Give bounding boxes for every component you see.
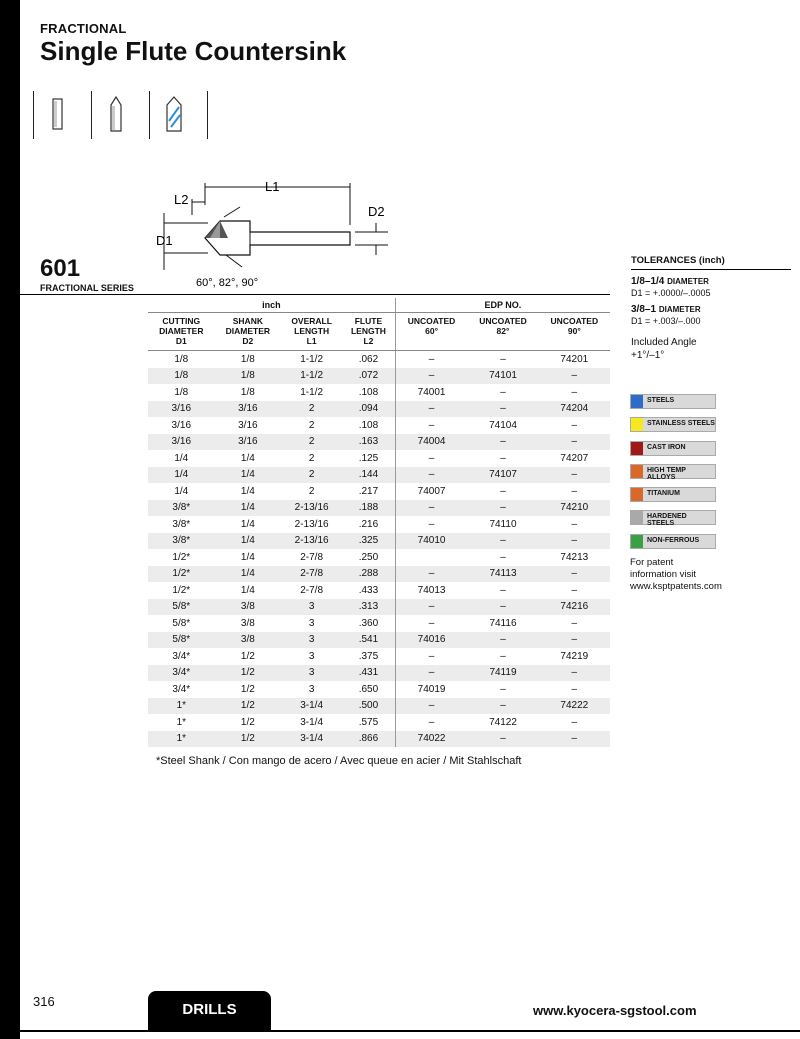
material-swatch [631,488,643,501]
table-cell: – [395,599,467,616]
table-cell: 2-13/16 [294,518,329,530]
table-cell: 2 [308,452,315,464]
table-cell: – [571,716,578,728]
table-cell: – [539,731,610,748]
table-row [148,368,610,385]
pointed-tool-icon [91,91,131,139]
table-cell: .217 [358,485,379,497]
table-row [148,665,610,682]
table-cell: 3 [308,650,315,662]
column-header: CUTTING DIAMETER D1 [148,313,215,351]
table-cell: 74107 [467,467,538,484]
category-kicker: FRACTIONAL [40,21,127,36]
table-cell: 3 [308,617,315,629]
table-cell: 3/16 [215,401,282,418]
table-cell: 3/4* [172,650,191,662]
table-cell: – [500,485,506,497]
table-cell: .313 [342,599,395,616]
table-cell: 1/2* [172,584,191,596]
series-divider [20,294,610,295]
table-cell: – [571,386,578,398]
table-cell: – [571,617,578,629]
table-cell: 1/4 [240,584,255,596]
table-cell: .072 [342,368,395,385]
table-cell: 1/2 [240,716,255,728]
table-cell: 74013 [395,582,467,599]
table-cell: .650 [358,683,379,695]
table-cell: .575 [358,716,379,728]
table-row [148,500,610,517]
table-row [148,516,610,533]
table-cell: 2 [281,434,342,451]
column-header: FLUTE LENGTH L2 [342,313,395,351]
table-cell: 74022 [395,731,467,748]
material-label: HARDENED STEELS [647,513,687,528]
table-cell: – [395,665,467,682]
table-row [148,549,610,566]
table-cell: 1/8 [240,353,255,365]
table-row [148,351,610,368]
table-cell: – [467,698,538,715]
single-flute-icon [149,91,189,139]
table-cell: – [539,434,610,451]
table-cell: 3/16 [215,434,282,451]
table-cell: 74207 [560,452,589,464]
table-cell: – [571,419,578,431]
table-cell: .433 [358,584,379,596]
table-cell: 1/4 [174,452,189,464]
table-row [148,681,610,698]
diagram-label-d1: D1 [156,233,173,248]
table-cell: – [467,401,538,418]
table-cell: 3/8* [148,533,215,550]
table-cell: 74001 [395,384,467,401]
straight-shank-icon [33,91,73,139]
table-cell: 3/4* [172,683,191,695]
table-cell: – [395,368,467,385]
table-cell: 1* [148,698,215,715]
table-cell: 74201 [560,353,589,365]
table-cell: 3/8 [240,617,255,629]
table-cell: – [539,467,610,484]
table-cell: 2 [308,485,315,497]
table-cell: 3-1/4 [300,716,324,728]
table-cell: 2-7/8 [300,551,324,563]
table-cell: 74007 [395,483,467,500]
column-header: OVERALL LENGTH L1 [281,313,342,351]
material-swatch [631,395,643,408]
material-label: NON-FERROUS [647,536,700,544]
table-cell: 5/8* [172,617,191,629]
diagram-label-d2: D2 [368,204,385,219]
table-cell: 1/2 [240,650,255,662]
table-cell: .500 [342,698,395,715]
table-cell: .325 [342,533,395,550]
table-cell: 1/2* [172,551,191,563]
table-cell: .125 [358,452,379,464]
tolerance-value-1: D1 = +.0000/–.0005 [631,288,711,298]
column-header: UNCOATED 82° [467,313,538,351]
table-cell: 3 [308,683,315,695]
table-row [148,566,610,583]
steel-shank-footnote: *Steel Shank / Con mango de acero / Avec queue en acier / Mit Stahlschaft [156,755,522,767]
tolerances-title: TOLERANCES (inch) [631,255,791,270]
table-cell: – [500,452,506,464]
table-cell: 3/8* [172,518,191,530]
page-title: Single Flute Countersink [40,36,347,66]
table-cell: 1/2 [215,698,282,715]
table-cell: 1/2 [215,665,282,682]
table-cell: 2 [308,419,315,431]
table-cell: 1/4 [148,467,215,484]
table-cell: 74213 [560,551,589,563]
table-cell: – [395,417,467,434]
table-cell: – [395,516,467,533]
table-cell: 1/4 [240,551,255,563]
table-cell: .062 [358,353,379,365]
table-cell: 3/8* [148,500,215,517]
group-header-edp: EDP NO. [395,298,610,313]
material-item [630,534,716,549]
table-row [148,648,610,665]
material-swatch [631,418,643,431]
group-header-inch: inch [148,298,395,313]
table-row [148,582,610,599]
table-cell: – [395,615,467,632]
table-cell: .250 [358,551,379,563]
table-cell: .360 [358,617,379,629]
material-item [630,394,716,409]
table-cell: 1/8 [148,368,215,385]
table-cell: 74222 [539,698,610,715]
table-cell: 3/16 [148,434,215,451]
table-cell: 3-1/4 [281,731,342,748]
table-cell: – [395,500,467,517]
table-row [148,401,610,418]
table-cell: 74016 [395,632,467,649]
table-cell: 74101 [467,368,538,385]
table-row [148,450,610,467]
table-cell: 74004 [395,434,467,451]
table-cell: 1/8 [174,386,189,398]
material-item [630,510,716,528]
table-cell [395,549,467,566]
table-cell: 74113 [467,566,538,583]
table-cell: 3/16 [148,401,215,418]
table-cell: 74216 [539,599,610,616]
table-cell: 74119 [467,665,538,682]
table-cell: – [500,650,506,662]
table-cell: – [395,351,467,368]
table-cell: 74116 [489,617,517,629]
column-header: UNCOATED 60° [395,313,467,351]
table-cell: 1/4 [240,518,255,530]
table-cell: 2-13/16 [281,533,342,550]
table-cell: – [539,368,610,385]
table-cell: 5/8* [148,599,215,616]
table-cell: 74110 [489,518,517,530]
table-row [148,533,610,550]
table-cell: 1/8 [240,386,255,398]
table-cell: – [467,434,538,451]
table-cell: – [395,401,467,418]
table-cell: 2-7/8 [300,584,324,596]
table-row [148,632,610,649]
table-cell: 1-1/2 [300,386,324,398]
table-cell: – [539,566,610,583]
table-cell: 3/8 [215,632,282,649]
material-label: CAST IRON [647,443,686,451]
material-item [630,441,716,456]
table-cell: 2-7/8 [281,566,342,583]
table-cell: .431 [342,665,395,682]
table-cell: – [500,353,506,365]
table-cell: – [467,599,538,616]
material-swatch [631,465,643,478]
table-row [148,434,610,451]
table-cell: 5/8* [148,632,215,649]
table-cell: 3/16 [238,419,258,431]
table-cell: 3/16 [171,419,192,431]
table-cell: – [395,714,467,731]
table-cell: – [571,584,578,596]
table-cell: – [467,500,538,517]
table-cell: 2 [281,467,342,484]
table-cell: 74204 [539,401,610,418]
table-cell: 74010 [395,533,467,550]
material-item [630,464,716,479]
countersink-diagram [150,175,390,290]
table-cell: – [395,467,467,484]
left-margin-bar [0,0,20,1039]
material-label: STEELS [647,397,675,404]
material-swatch [631,511,643,524]
table-cell: – [571,485,578,497]
table-cell: 1/8 [174,353,189,365]
table-cell: 74210 [539,500,610,517]
table-cell: .144 [342,467,395,484]
patent-note: For patent information visit www.ksptpatents.com [630,557,722,592]
table-cell: .375 [358,650,379,662]
material-swatch [631,535,643,548]
table-cell: 74104 [489,419,517,431]
material-item [630,487,716,502]
table-cell: 1* [176,716,187,728]
icon-row-end-divider [207,91,247,139]
table-row [148,467,610,484]
table-cell: 1-1/2 [300,353,324,365]
table-cell: – [500,386,506,398]
table-cell: 3/4* [148,665,215,682]
table-cell: – [467,731,538,748]
series-name: FRACTIONAL SERIES [40,283,134,293]
table-cell: 1/4 [240,452,255,464]
table-cell: – [571,518,578,530]
column-header: UNCOATED 90° [539,313,610,351]
table-cell: .216 [358,518,379,530]
table-cell: 2-13/16 [281,500,342,517]
table-cell: – [467,632,538,649]
table-cell: – [539,665,610,682]
material-label: TITANIUM [647,490,680,498]
table-cell: .108 [358,419,379,431]
table-cell: – [500,584,506,596]
series-number: 601 [40,255,81,282]
table-cell: 3/8 [215,599,282,616]
material-swatch [631,442,643,455]
table-cell: 74122 [489,716,517,728]
table-cell: .094 [342,401,395,418]
footer-rule [20,1030,800,1032]
table-row [148,417,610,434]
tolerance-range-2: 3/8–1 DIAMETER [631,304,701,315]
table-cell: 1/4 [215,533,282,550]
table-row [148,615,610,632]
table-cell: 3 [281,599,342,616]
material-label: HIGH TEMP ALLOYS [647,466,686,481]
table-cell: 74219 [560,650,589,662]
diagram-label-angles: 60°, 82°, 90° [196,277,259,289]
material-legend [630,394,716,557]
table-row [148,714,610,731]
spec-table [148,298,610,747]
table-cell: .288 [342,566,395,583]
table-cell: – [500,551,506,563]
table-row [148,599,610,616]
table-cell: .188 [342,500,395,517]
table-cell: 1/4 [215,566,282,583]
table-row [148,698,610,715]
table-cell: 1* [148,731,215,748]
table-cell: – [395,698,467,715]
diagram-label-l2: L2 [174,192,189,207]
table-cell: 1/2 [215,731,282,748]
page-number: 316 [33,994,55,1009]
table-cell: – [500,683,506,695]
table-cell: 74019 [395,681,467,698]
tolerance-value-2: D1 = +.003/–.000 [631,316,701,326]
table-cell: 1/4 [215,500,282,517]
website-url: www.kyocera-sgstool.com [533,1003,697,1018]
table-cell: 1/4 [174,485,189,497]
column-header: SHANK DIAMETER D2 [215,313,282,351]
table-cell: .163 [342,434,395,451]
table-cell: 3 [281,632,342,649]
material-label: STAINLESS STEELS [647,420,715,428]
table-cell: 1/8 [215,368,282,385]
table-cell: – [571,683,578,695]
included-angle: Included Angle +1°/–1° [631,337,697,361]
table-cell: – [395,450,467,467]
tolerances-panel [631,255,791,362]
table-cell: 3-1/4 [281,698,342,715]
table-cell: – [467,533,538,550]
table-cell: 1/2 [240,683,255,695]
table-cell: .866 [342,731,395,748]
table-row [148,731,610,748]
section-tab-drills: DRILLS [148,991,271,1031]
table-cell: 2 [281,401,342,418]
table-cell: – [539,632,610,649]
tolerance-range-1: 1/8–1/4 DIAMETER [631,276,709,287]
material-item [630,417,716,432]
table-cell: 1-1/2 [281,368,342,385]
table-cell: .108 [358,386,379,398]
diagram-label-l1: L1 [265,179,280,194]
table-cell: 3 [281,665,342,682]
table-cell: – [539,533,610,550]
table-cell: – [395,566,467,583]
table-cell: 1/4 [215,467,282,484]
table-cell: – [395,648,467,665]
table-row [148,384,610,401]
table-cell: 1/4 [240,485,255,497]
table-row [148,483,610,500]
table-cell: 1/2* [148,566,215,583]
table-cell: .541 [342,632,395,649]
